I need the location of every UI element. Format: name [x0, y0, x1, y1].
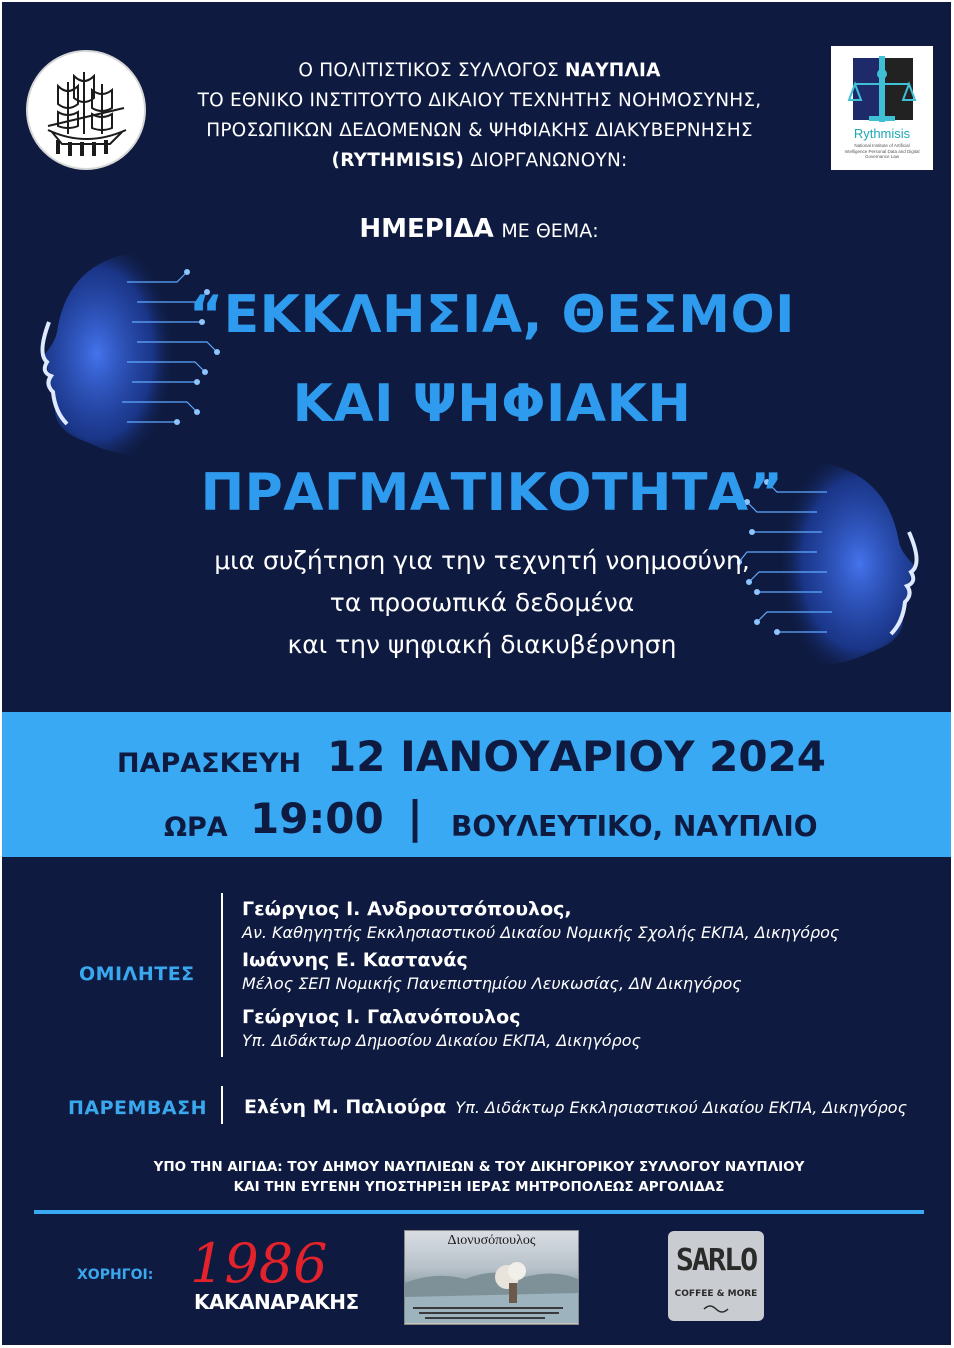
event-venue: ΒΟΥΛΕΥΤΙΚΟ, ΝΑΥΠΛΙΟ	[451, 810, 818, 843]
event-poster	[2, 2, 951, 1345]
event-type: ΗΜΕΡΙΔΑ ΜΕ ΘΕΜΑ:	[359, 214, 599, 244]
aegis-line-2: ΚΑΙ ΤΗΝ ΕΥΓΕΝΗ ΥΠΟΣΤΗΡΙΞΗ ΙΕΡΑΣ ΜΗΤΡΟΠΟΛΕΩΣ ΑΡΓΟΛΙΔΑΣ	[233, 1179, 725, 1195]
digital-head-left-graphic	[27, 242, 237, 482]
speaker-3	[242, 1006, 932, 1050]
speaker-2	[242, 949, 932, 1006]
sponsor-dionysopoulos-logo	[404, 1230, 579, 1325]
organizer-line-2: ΤΟ ΕΘΝΙΚΟ ΙΝΣΤΙΤΟΥΤΟ ΔΙΚΑΙΟΥ ΤΕΧΝΗΤΗΣ ΝΟΗΜΟΣΥΝΗΣ,	[197, 90, 762, 111]
subtitle-line-1: μια συζήτηση για την τεχνητή νοημοσύνη,	[214, 546, 750, 575]
time-label: ΩΡΑ	[164, 812, 228, 843]
sponsor3-name: SARLO	[675, 1243, 757, 1278]
organizer-line-3: ΠΡΟΣΩΠΙΚΩΝ ΔΕΔΟΜΕΝΩΝ & ΨΗΦΙΑΚΗΣ ΔΙΑΚΥΒΕΡΝΗΣΗΣ	[206, 120, 753, 141]
subtitle-line-2: τα προσωπικά δεδομένα	[329, 588, 635, 617]
ship-icon	[28, 52, 144, 168]
nafplia-association-logo	[26, 50, 146, 170]
aegis-text	[2, 1157, 951, 1197]
sponsor2-landscape-image	[405, 1253, 578, 1323]
speakers-label: ΟΜΙΛΗΤΕΣ	[79, 963, 195, 985]
sponsor1-number: 1986	[190, 1232, 328, 1295]
event-title-line-1: “ΕΚΚΛΗΣΙΑ, ΘΕΣΜΟΙ	[188, 285, 796, 345]
event-title-line-3: ΠΡΑΓΜΑΤΙΚΟΤΗΤΑ”	[200, 463, 784, 523]
sponsor1-name: ΚΑΚΑΝΑΡΑΚΗΣ	[194, 1290, 359, 1314]
speaker-name: Ιωάννης Ε. Καστανάς	[242, 949, 468, 971]
organizers-header	[152, 56, 807, 176]
speakers-divider	[221, 893, 223, 1057]
separator: |	[407, 792, 424, 843]
speaker-name: Γεώργιος Ι. Γαλανόπουλος	[242, 1006, 521, 1028]
speaker-role: Αν. Καθηγητής Εκκλησιαστικού Δικαίου Νομικής Σχολής ΕΚΠΑ, Δικηγόρος	[242, 923, 840, 942]
intervention-name: Ελένη Μ. Παλιούρα	[244, 1096, 447, 1118]
rythmisis-logo	[831, 46, 933, 170]
event-time: 19:00	[250, 794, 384, 843]
sponsor2-name: Διονυσόπουλος	[447, 1233, 536, 1248]
footer-divider	[34, 1210, 924, 1214]
organizer-line-1: Ο ΠΟΛΙΤΙΣΤΙΚΟΣ ΣΥΛΛΟΓΟΣ ΝΑΥΠΛΙΑ	[298, 60, 661, 81]
speaker-name: Γεώργιος Ι. Ανδρουτσόπουλος,	[242, 898, 572, 920]
aegis-line-1: ΥΠΟ ΤΗΝ ΑΙΓΙΔΑ: ΤΟΥ ΔΗΜΟΥ ΝΑΥΠΛΙΕΩΝ & ΤΟΥ ΔΙΚΗΓΟΡΙΚΟΥ ΣΥΛΛΟΓΟΥ ΝΑΥΠΛΙΟΥ	[153, 1159, 805, 1175]
intervention-role: Υπ. Διδάκτωρ Εκκλησιαστικού Δικαίου ΕΚΠΑ, Δικηγόρος	[455, 1098, 907, 1117]
organizer-line-4: (RYTHMISIS) ΔΙΟΡΓΑΝΩΝΟΥΝ:	[331, 150, 628, 171]
speakers-list	[242, 898, 932, 1050]
speaker-role: Μέλος ΣΕΠ Νομικής Πανεπιστημίου Λευκωσίας, ΔΝ Δικηγόρος	[242, 974, 742, 993]
event-date: 12 ΙΑΝΟΥΑΡΙΟΥ 2024	[327, 732, 827, 781]
event-day: ΠΑΡΑΣΚΕΥΗ	[117, 748, 302, 779]
event-title-line-2: ΚΑΙ ΨΗΦΙΑΚΗ	[292, 374, 692, 434]
sponsor3-tagline: COFFEE & MORE	[674, 1289, 758, 1299]
intervention-label: ΠΑΡΕΜΒΑΣΗ	[68, 1097, 207, 1119]
speaker-1	[242, 898, 932, 949]
sponsor3-ornament-icon	[702, 1303, 730, 1315]
association-name: ΝΑΥΠΛΙΑ	[565, 60, 661, 81]
intervention-speaker	[244, 1096, 907, 1118]
rythmisis-logo-caption: National Institute of Artificial Intelligence Personal Data and Digital Governance Law	[844, 143, 920, 159]
event-subtitle	[152, 540, 812, 666]
sponsor-sarlo-logo	[668, 1231, 764, 1321]
speaker-role: Υπ. Διδάκτωρ Δημοσίου Δικαίου ΕΚΠΑ, Δικηγόρος	[242, 1031, 641, 1050]
intervention-divider	[221, 1086, 223, 1124]
sponsors-label: ΧΟΡΗΓΟΙ:	[77, 1267, 154, 1283]
sponsor-kakanarakis-logo	[190, 1232, 359, 1319]
rythmisis-logo-name: Rythmisis	[853, 126, 911, 141]
subtitle-line-3: και την ψηφιακή διακυβέρνηση	[287, 630, 677, 659]
date-time-band	[2, 712, 951, 857]
